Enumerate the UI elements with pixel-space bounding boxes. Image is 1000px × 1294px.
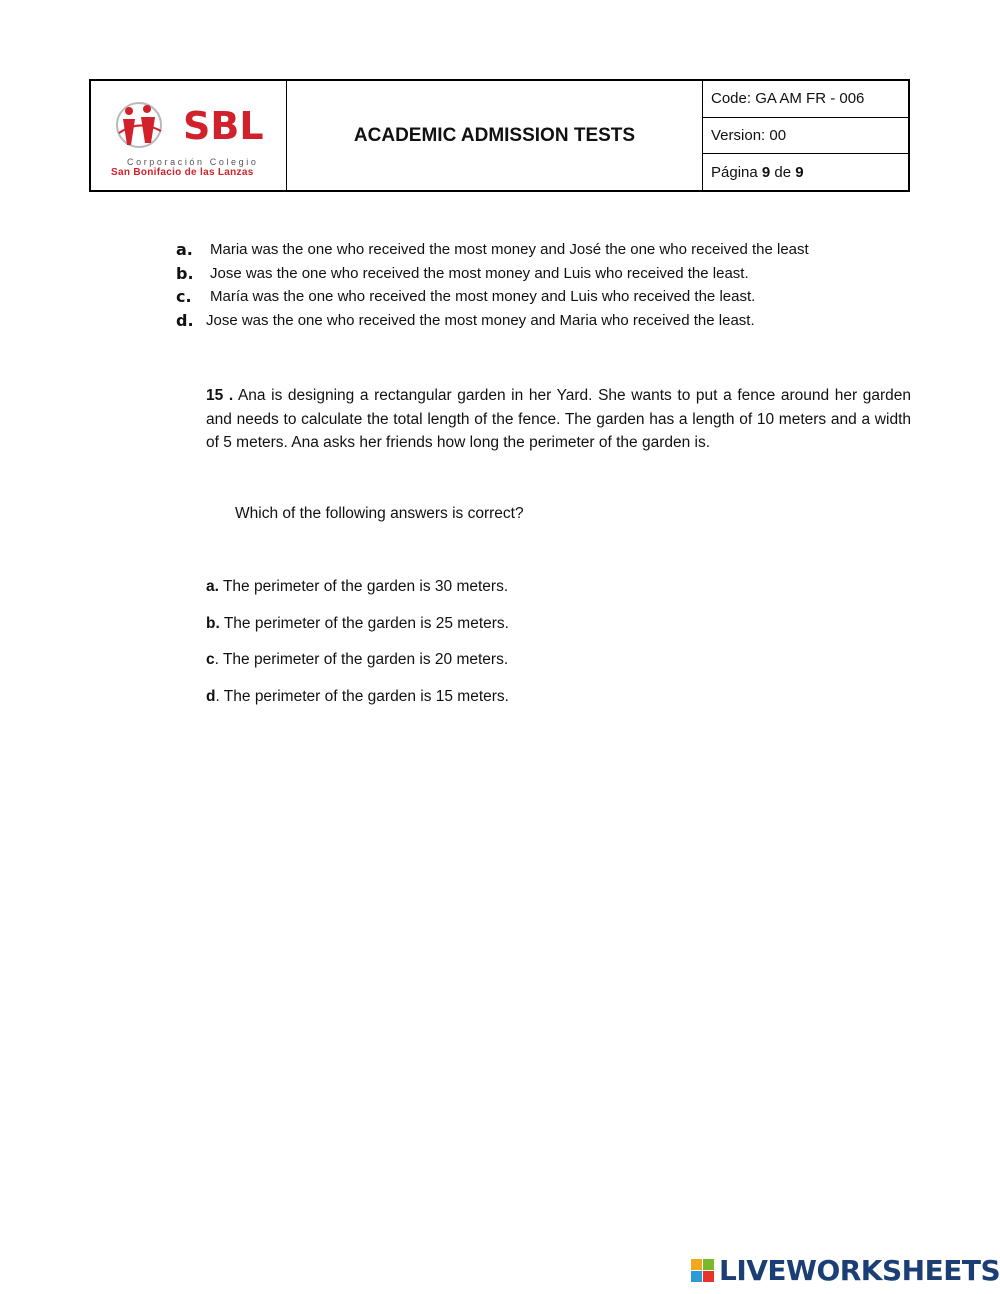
- answer-text: The perimeter of the garden is 25 meters.: [223, 614, 509, 632]
- code-row: Code: GA AM FR - 006: [703, 81, 908, 118]
- page-total: 9: [795, 163, 804, 181]
- option-text: Maria was the one who received the most money and José the one who received the least: [210, 241, 809, 258]
- answer-letter: b.: [206, 614, 220, 632]
- question-number: 15 .: [206, 387, 234, 404]
- answer-list: [206, 578, 509, 725]
- answer-text: . The perimeter of the garden is 15 meters.: [215, 688, 509, 706]
- option-text: María was the one who received the most money and Luis who received the least.: [210, 288, 756, 305]
- list-item: [176, 262, 809, 286]
- option-letter: a.: [176, 240, 193, 259]
- version-row: Version: 00: [703, 118, 908, 155]
- brand-name: LIVEWORKSHEETS: [719, 1254, 1000, 1287]
- answer-letter: d: [206, 688, 216, 706]
- list-item: [206, 688, 509, 725]
- logo-cell: [91, 81, 287, 190]
- answer-text: The perimeter of the garden is 30 meters.: [222, 578, 509, 595]
- option-letter: b.: [176, 263, 194, 283]
- answer-letter: a.: [206, 578, 219, 595]
- document-title: ACADEMIC ADMISSION TESTS: [287, 81, 703, 190]
- option-text: Jose was the one who received the most money and Luis who received the least.: [210, 264, 749, 282]
- answer-text: . The perimeter of the garden is 20 meters.: [214, 651, 509, 669]
- page-current: 9: [761, 163, 771, 181]
- question-15: [206, 384, 911, 455]
- list-item: [176, 285, 809, 309]
- logo-line2: San Bonifacio de las Lanzas: [111, 167, 254, 178]
- option-letter: d.: [176, 310, 194, 330]
- list-item: [176, 238, 809, 262]
- question-text: Ana is designing a rectangular garden in her Yard. She wants to put a fence around her garden and needs to calculate the total length of the fence. The garden has a length of 10 meters and a width of 5 meters. Ana asks her friends how long the perimeter of the garden is.: [206, 387, 912, 451]
- option-text: Jose was the one who received the most money and Maria who received the least.: [206, 311, 755, 329]
- page-mid: de: [770, 163, 796, 181]
- liveworksheets-badge-icon: [691, 1259, 715, 1283]
- previous-options: [176, 238, 809, 332]
- question-prompt: Which of the following answers is correct?: [235, 505, 524, 522]
- liveworksheets-brand: [691, 1254, 1000, 1287]
- meta-cell: [703, 81, 908, 190]
- list-item: [176, 309, 809, 333]
- page-prefix: Página: [711, 163, 762, 181]
- list-item: [206, 578, 509, 615]
- logo-line1: Corporación Colegio: [127, 157, 259, 167]
- school-logo-icon: [111, 97, 271, 157]
- list-item: [206, 615, 509, 652]
- list-item: [206, 651, 509, 688]
- logo-brand: SBL: [183, 104, 264, 148]
- page-row: [703, 154, 908, 190]
- answer-letter: c: [206, 651, 215, 669]
- option-letter: c.: [176, 287, 192, 306]
- header-table: [89, 79, 910, 192]
